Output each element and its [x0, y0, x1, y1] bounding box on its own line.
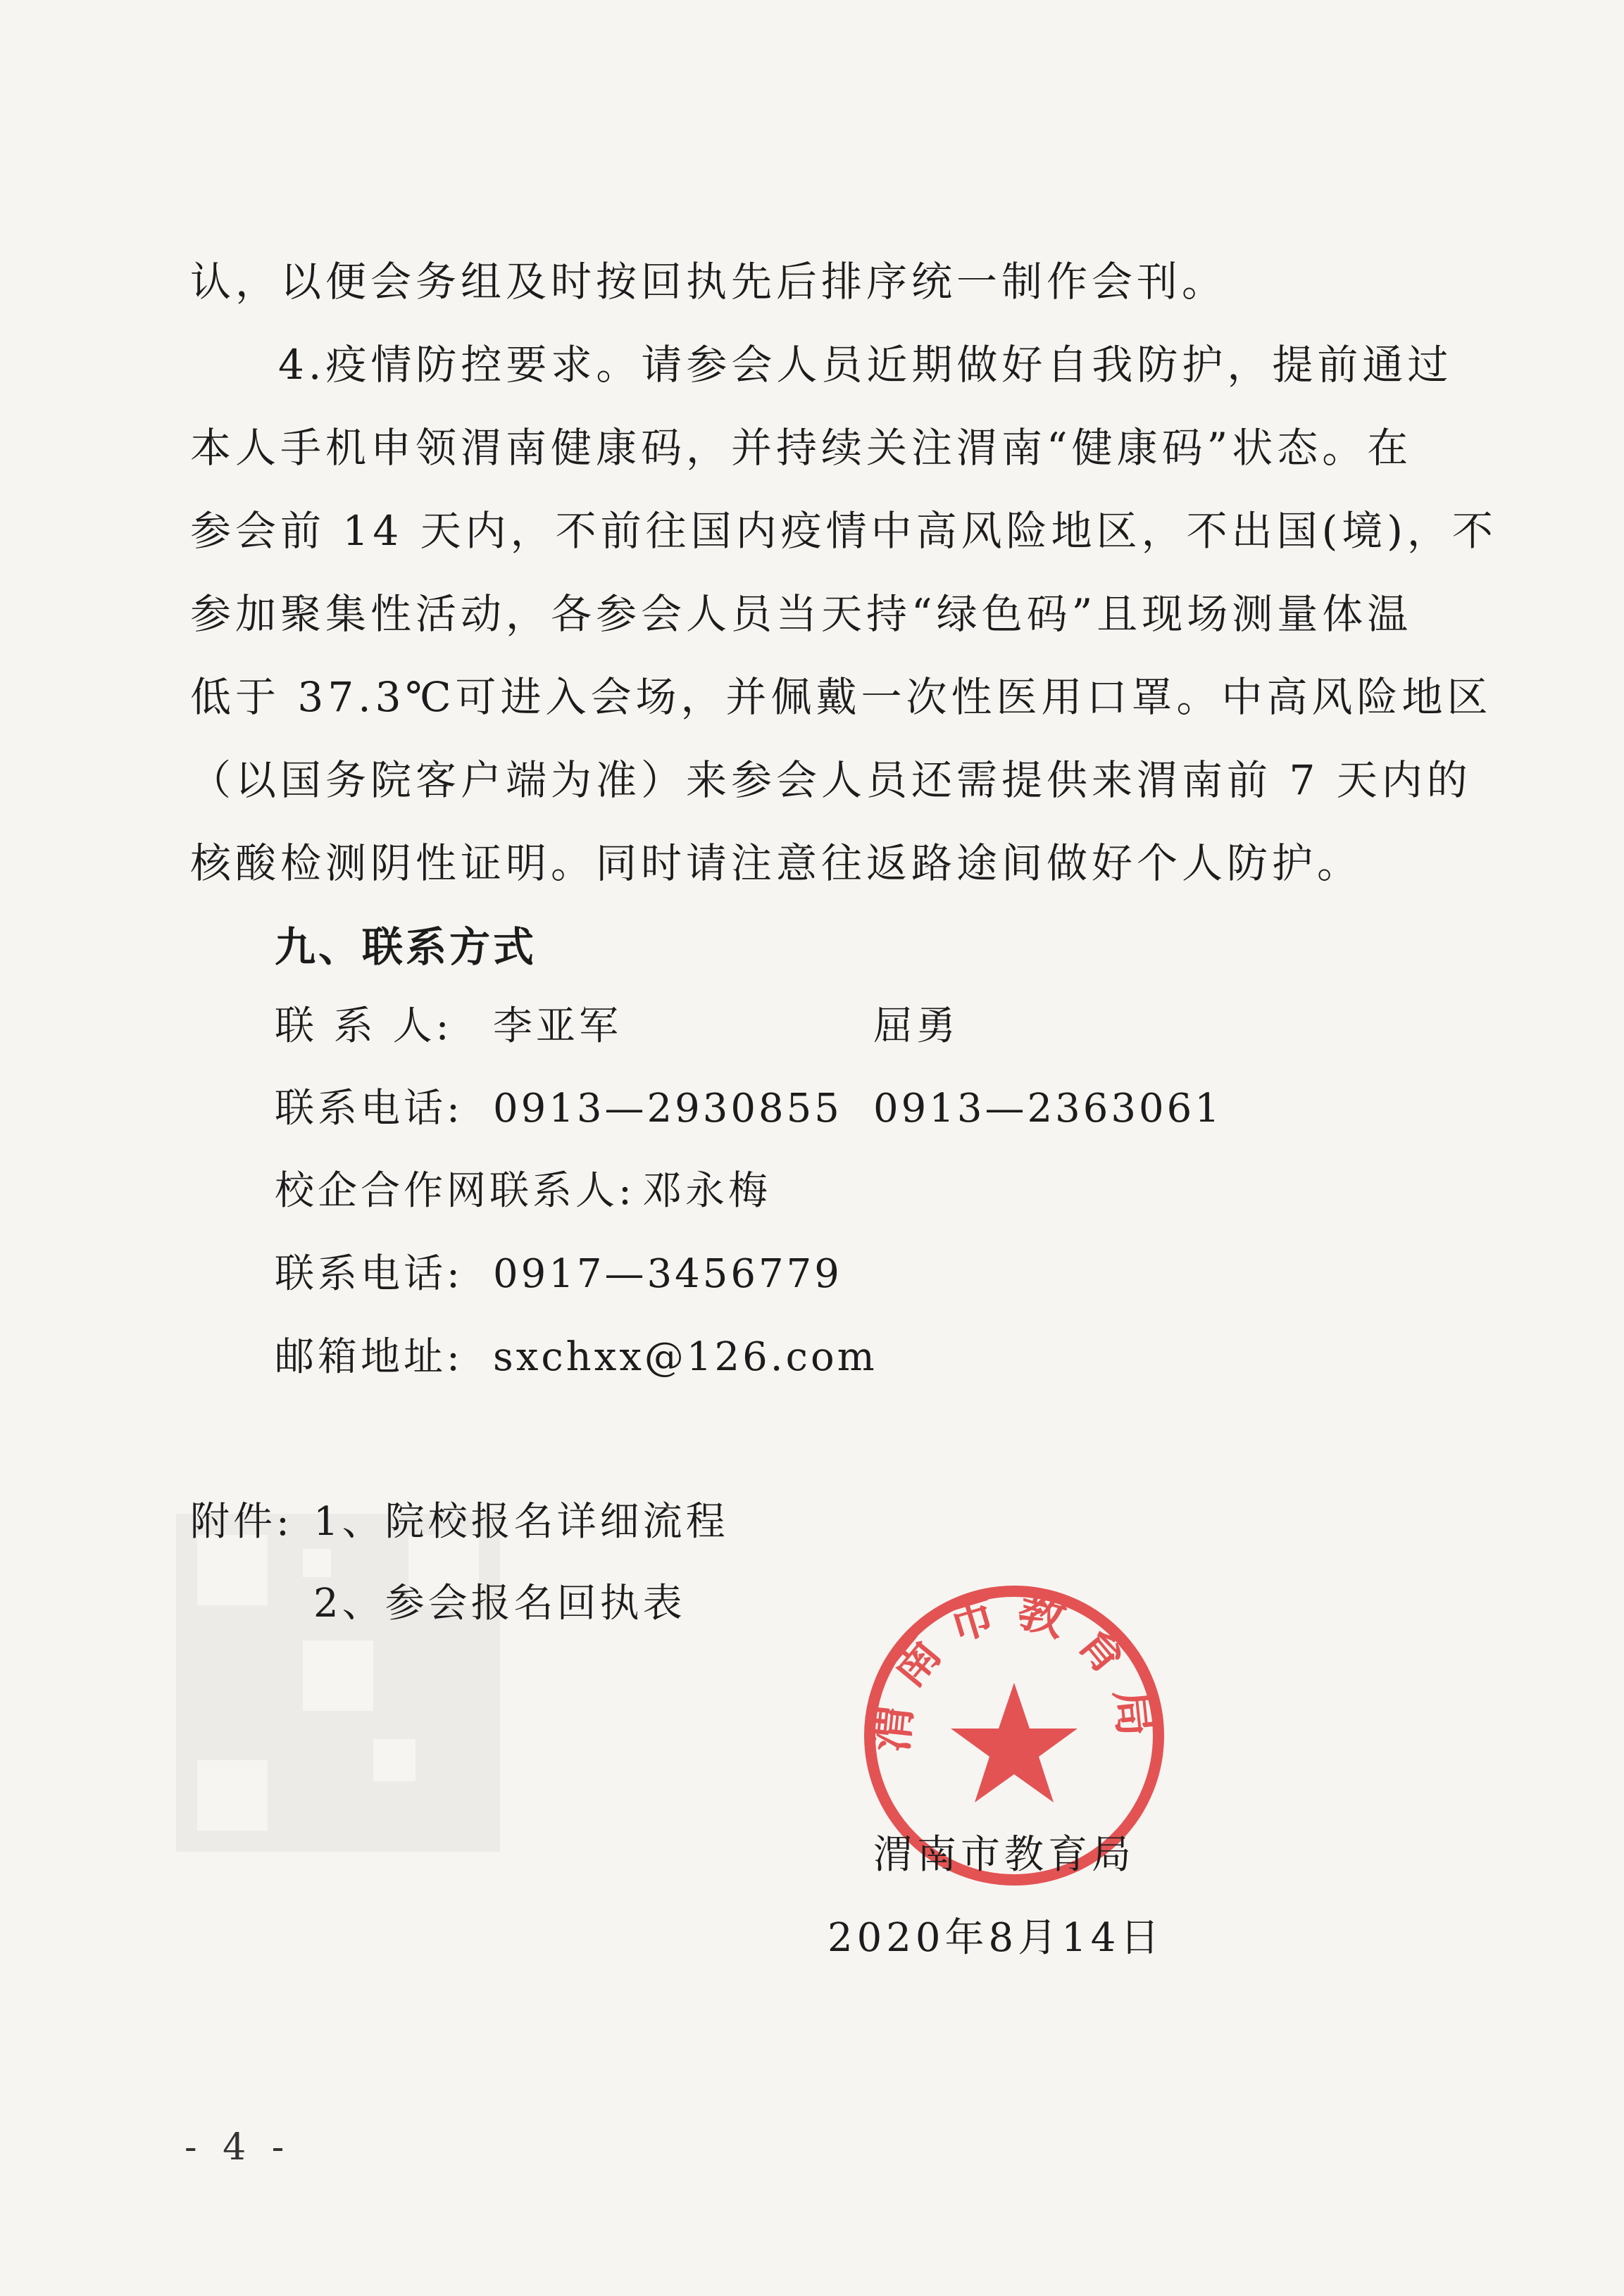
body-line-2: 4.疫情防控要求。请参会人员近期做好自我防护，提前通过 [278, 341, 1453, 389]
email-label: 邮箱地址: [275, 1334, 463, 1380]
network-contact-label: 校企合作网联系人: [275, 1168, 635, 1214]
qr-code-showthrough [176, 1514, 500, 1852]
page-number: - 4 - [185, 2126, 292, 2169]
contact-phone-1: 0913—2930855 [493, 1086, 842, 1131]
attachment-item-2: 2、参会报名回执表 [313, 1581, 686, 1626]
section-heading: 九、联系方式 [275, 923, 537, 971]
body-line-1: 认，以便会务组及时按回执先后排序统一制作会刊。 [190, 258, 1228, 306]
contact-person-1: 李亚军 [493, 1003, 622, 1049]
network-contact-name: 邓永梅 [642, 1168, 771, 1214]
contact-phone-3: 0917—3456779 [493, 1251, 842, 1297]
contact-person-2: 屈勇 [873, 1003, 959, 1049]
body-line-5: 参加聚集性活动，各参会人员当天持“绿色码”且现场测量体温 [190, 590, 1413, 638]
body-line-6: 低于 37.3℃可进入会场，并佩戴一次性医用口罩。中高风险地区 [190, 673, 1492, 721]
email-address: sxchxx@126.com [493, 1334, 877, 1380]
contact-phone-3-label: 联系电话: [275, 1251, 463, 1297]
body-line-8: 核酸检测阴性证明。同时请注意往返路途间做好个人防护。 [190, 839, 1363, 887]
attachments-label: 附件: [190, 1499, 293, 1545]
seal-text: 渭南市教育局 [863, 1581, 1166, 1755]
contact-person-label: 联 系 人: [275, 1003, 453, 1049]
body-line-4: 参会前 14 天内，不前往国内疫情中高风险地区，不出国(境)，不 [190, 507, 1497, 555]
attachment-item-1: 1、院校报名详细流程 [313, 1499, 729, 1545]
contact-phone-label: 联系电话: [275, 1086, 463, 1131]
body-line-7: （以国务院客户端为准）来参会人员还需提供来渭南前 7 天内的 [190, 756, 1472, 804]
issuer-name: 渭南市教育局 [873, 1832, 1135, 1878]
body-line-3: 本人手机申领渭南健康码，并持续关注渭南“健康码”状态。在 [190, 424, 1413, 472]
contact-phone-2: 0913—2363061 [873, 1086, 1223, 1131]
issue-date: 2020年8月14日 [827, 1915, 1164, 1961]
